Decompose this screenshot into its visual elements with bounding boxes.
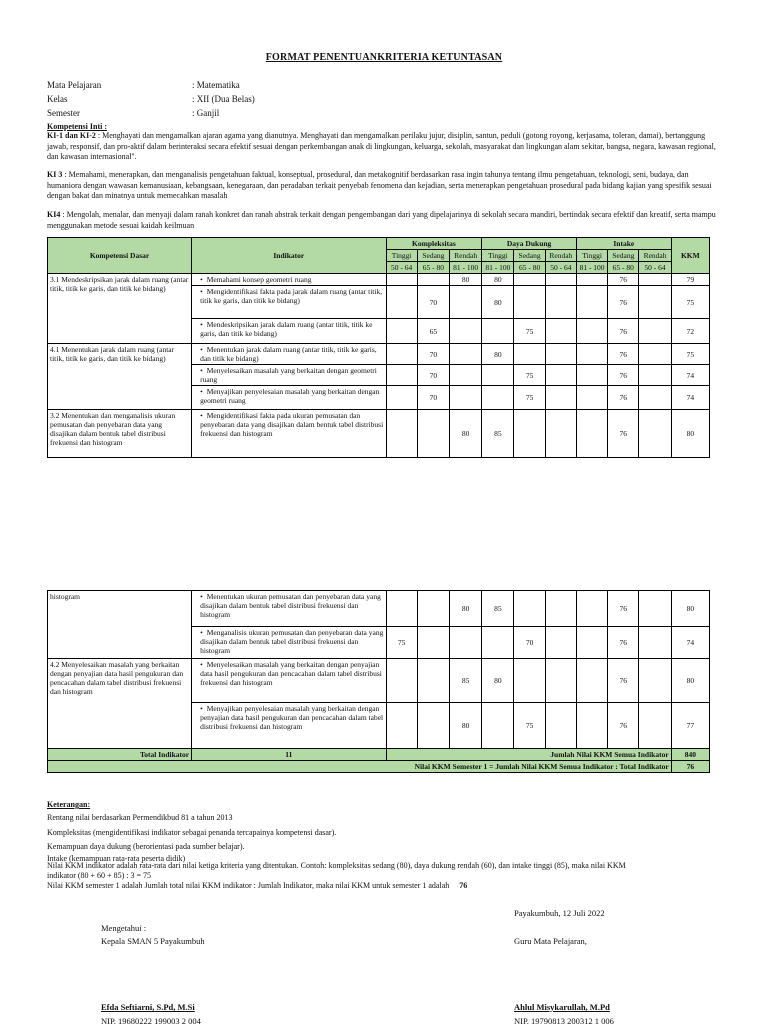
indikator-cell: • Menyelesaikan masalah yang berkaitan dengan penyajian data hasil pengukuran dan pencacahan dalam tabel distribusi frekuensi dan histogram xyxy=(192,659,386,703)
principal-role: Kepala SMAN 5 Payakumbuh xyxy=(101,936,205,946)
score-cell xyxy=(450,627,482,659)
keterangan-line xyxy=(47,881,467,890)
score-cell xyxy=(545,659,576,703)
kd-cell: 4.2 Menyelesaikan masalah yang berkaitan dengan penyajian data hasil pengukuran dan pencacahan dalam tabel distribusi frekuensi dan histogram xyxy=(48,659,192,749)
principal-name: Efda Seftiarni, S.Pd, M.Si xyxy=(101,1002,195,1012)
score-cell xyxy=(545,386,576,410)
document-title: FORMAT PENENTUANKRITERIA KETUNTASAN xyxy=(265,52,503,63)
score-cell: 76 xyxy=(608,659,639,703)
keterangan-line: Kompleksitas (mengidentifikasi indikator sebagai penanda tercapainya kompetensi dasar). xyxy=(47,828,337,837)
kkm-cell: 72 xyxy=(671,319,709,344)
ki-heading: Kompetensi Inti : xyxy=(47,122,107,131)
score-cell xyxy=(386,319,417,344)
score-cell: 76 xyxy=(608,410,639,458)
indikator-cell: • Mendeskripsikan jarak dalam ruang (antar titik, titik ke garis, dan titik ke bidang) xyxy=(192,319,386,344)
kkm-table-top xyxy=(47,237,710,458)
indikator-cell: • Menentukan jarak dalam ruang (antar titik, titik ke garis, dan titik ke bidang) xyxy=(192,344,386,365)
score-cell: 76 xyxy=(608,365,639,386)
principal-nip: NIP. 19680222 199003 2 004 xyxy=(101,1016,201,1026)
ki-3-label: KI 3 xyxy=(47,170,63,179)
score-cell: 85 xyxy=(450,659,482,703)
score-cell xyxy=(576,319,607,344)
score-cell: 85 xyxy=(482,591,514,627)
keterangan-final-value: 76 xyxy=(459,881,468,890)
score-cell xyxy=(545,410,576,458)
score-cell xyxy=(450,286,482,319)
keterangan-heading: Keterangan: xyxy=(47,800,91,809)
indikator-cell: • Menyajikan penyelesaian masalah yang berkaitan dengan penyajian data hasil pengukuran dan pencacahan dalam tabel distribusi frekuensi dan histogram xyxy=(192,703,386,749)
score-cell xyxy=(545,286,576,319)
score-cell xyxy=(639,627,671,659)
teacher-nip: NIP. 19790813 200312 1 006 xyxy=(514,1016,614,1026)
score-cell: 80 xyxy=(450,410,482,458)
nilai-kkm-semester-label: Nilai KKM Semester 1 = Jumlah Nilai KKM Semua Indikator : Total Indikator xyxy=(48,761,672,773)
score-cell xyxy=(639,591,671,627)
score-cell xyxy=(450,386,482,410)
score-cell xyxy=(545,591,576,627)
score-cell: 80 xyxy=(482,659,514,703)
kd-cell: 4.1 Menentukan jarak dalam ruang (antar titik, titik ke garis, dan titik ke bidang) xyxy=(48,344,192,410)
score-cell xyxy=(450,344,482,365)
subheader-range: 65 - 80 xyxy=(608,262,639,274)
kkm-cell: 79 xyxy=(671,274,709,286)
subheader-range: 81 - 100 xyxy=(482,262,514,274)
ki-4-label: KI4 xyxy=(47,210,61,219)
score-cell xyxy=(386,286,417,319)
score-cell xyxy=(514,410,545,458)
kd-cell: 3.2 Menentukan dan menganalisis ukuran pemusatan dan penyebaran data yang disajikan dalam bentuk tabel distribusi frekuensi dan histogram xyxy=(48,410,192,458)
kkm-cell: 75 xyxy=(671,286,709,319)
score-cell xyxy=(482,627,514,659)
score-cell xyxy=(639,319,671,344)
header-indikator: Indikator xyxy=(192,238,386,274)
meta-label-subject: Mata Pelajaran xyxy=(47,80,102,90)
meta-value-semester: : Ganjil xyxy=(192,108,220,118)
keterangan-line: Intake (kemampuan rata-rata peserta didik) xyxy=(47,854,186,863)
subheader-range: 81 - 100 xyxy=(450,262,482,274)
ki-4-text: : Mengolah, menalar, dan menyaji dalam ranah konkret dan ranah abstrak terkait dengan pengembangan dari yang dipelajarinya di sekolah secara mandiri, bertindak secara efektif dan kreatif, serta mampu menggunakan metode sesuai kaidah keilmuan xyxy=(47,210,716,230)
score-cell xyxy=(639,410,671,458)
indikator-cell: • Menyelesaikan masalah yang berkaitan dengan geometri ruang xyxy=(192,365,386,386)
keterangan-line: indikator (80 + 60 + 85) : 3 = 75 xyxy=(47,871,151,880)
kkm-cell: 75 xyxy=(671,344,709,365)
subheader-level: Rendah xyxy=(545,250,576,262)
mengetahui-label: Mengetahui : xyxy=(101,923,147,933)
score-cell xyxy=(639,274,671,286)
subheader-range: 50 - 64 xyxy=(386,262,417,274)
subheader-level: Tinggi xyxy=(576,250,607,262)
score-cell xyxy=(417,659,449,703)
score-cell xyxy=(417,591,449,627)
score-cell xyxy=(482,319,514,344)
score-cell: 76 xyxy=(608,386,639,410)
table-row xyxy=(48,344,710,365)
score-cell: 70 xyxy=(417,344,449,365)
score-cell xyxy=(386,703,417,749)
score-cell xyxy=(386,591,417,627)
score-cell xyxy=(545,703,576,749)
score-cell xyxy=(514,286,545,319)
score-cell: 76 xyxy=(608,627,639,659)
subheader-range: 50 - 64 xyxy=(545,262,576,274)
score-cell: 65 xyxy=(417,319,449,344)
teacher-role: Guru Mata Pelajaran, xyxy=(514,936,587,946)
ki-1-2-label: KI-1 dan KI-2 xyxy=(47,131,96,140)
indikator-cell: • Mengidentifikasi fakta pada ukuran pemusatan dan penyebaran data yang disajikan dalam bentuk tabel distribusi frekuensi dan histogram xyxy=(192,410,386,458)
ki-1-2-text: : Menghayati dan mengamalkan ajaran agama yang dianutnya. Menghayati dan mengamalkan perilaku jujur, disiplin, santun, peduli (gotong royong, kerjasama, toleran, damai), bertanggung jawab, responsif, dan pro-aktif dalam berinteraksi secara efektif sesuai dengan perkembangan anak di lingkungan, keluarga, sekolah, masyarakat dan lingkungan alam sekitar, bangsa, negara, kawasan regional, dan kawasan internasional". xyxy=(47,131,716,161)
score-cell xyxy=(450,319,482,344)
score-cell: 70 xyxy=(417,386,449,410)
score-cell xyxy=(639,286,671,319)
score-cell xyxy=(639,703,671,749)
score-cell: 75 xyxy=(386,627,417,659)
score-cell xyxy=(576,286,607,319)
score-cell xyxy=(514,274,545,286)
score-cell xyxy=(386,344,417,365)
kkm-cell: 80 xyxy=(671,591,709,627)
score-cell: 76 xyxy=(608,319,639,344)
score-cell xyxy=(417,274,449,286)
jumlah-kkm-value: 840 xyxy=(671,749,709,761)
kd-cell: histogram xyxy=(48,591,192,659)
keterangan-final-text: Nilai KKM semester 1 adalah Jumlah total nilai KKM indikator : Jumlah Indikator, maka nilai KKM untuk semester 1 adalah xyxy=(47,881,450,890)
score-cell: 80 xyxy=(482,344,514,365)
score-cell: 76 xyxy=(608,344,639,365)
subheader-level: Sedang xyxy=(514,250,545,262)
score-cell xyxy=(482,365,514,386)
nilai-kkm-semester-value: 76 xyxy=(671,761,709,773)
score-cell: 70 xyxy=(514,627,545,659)
score-cell xyxy=(417,410,449,458)
kkm-cell: 77 xyxy=(671,703,709,749)
ki-4 xyxy=(47,210,717,231)
keterangan-line: Nilai KKM indikator adalah rata-rata dari nilai ketiga kriteria yang ditentukan. Contoh: kompleksitas sedang (80), daya dukung rendah (60), dan intake tinggi (85), maka nilai KKM xyxy=(47,861,626,870)
score-cell: 80 xyxy=(450,703,482,749)
score-cell xyxy=(386,365,417,386)
score-cell xyxy=(576,410,607,458)
score-cell xyxy=(639,659,671,703)
score-cell: 70 xyxy=(417,286,449,319)
score-cell: 75 xyxy=(514,386,545,410)
indikator-cell: • Memahami konsep geometri ruang xyxy=(192,274,386,286)
kkm-cell: 80 xyxy=(671,659,709,703)
kkm-cell: 74 xyxy=(671,627,709,659)
kd-cell: 3.1 Mendeskripsikan jarak dalam ruang (antar titik, titik ke garis, dan titik ke bidang) xyxy=(48,274,192,344)
score-cell xyxy=(482,703,514,749)
kkm-cell: 74 xyxy=(671,386,709,410)
table-row xyxy=(48,274,710,286)
subheader-range: 81 - 100 xyxy=(576,262,607,274)
subheader-level: Rendah xyxy=(450,250,482,262)
score-cell xyxy=(576,386,607,410)
subheader-level: Tinggi xyxy=(482,250,514,262)
score-cell xyxy=(514,659,545,703)
header-kd: Kompetensi Dasar xyxy=(48,238,192,274)
score-cell xyxy=(576,627,607,659)
score-cell xyxy=(639,365,671,386)
score-cell: 76 xyxy=(608,274,639,286)
subheader-level: Sedang xyxy=(417,250,449,262)
teacher-name: Ahlul Misykarullah, M.Pd xyxy=(514,1002,610,1012)
meta-label-class: Kelas xyxy=(47,94,68,104)
subheader-range: 65 - 80 xyxy=(514,262,545,274)
jumlah-kkm-label: Jumlah Nilai KKM Semua Indikator xyxy=(386,749,671,761)
meta-value-class: : XII (Dua Belas) xyxy=(192,94,255,104)
score-cell xyxy=(576,274,607,286)
score-cell xyxy=(639,386,671,410)
indikator-cell: • Mengidentifikasi fakta pada jarak dalam ruang (antar titik, titik ke garis, dan titik ke bidang) xyxy=(192,286,386,319)
kkm-table-bottom xyxy=(47,590,710,773)
score-cell xyxy=(545,344,576,365)
score-cell: 76 xyxy=(608,591,639,627)
score-cell: 75 xyxy=(514,319,545,344)
score-cell: 80 xyxy=(482,274,514,286)
score-cell: 76 xyxy=(608,286,639,319)
score-cell: 85 xyxy=(482,410,514,458)
meta-label-semester: Semester xyxy=(47,108,80,118)
score-cell xyxy=(545,274,576,286)
score-cell: 76 xyxy=(608,703,639,749)
score-cell xyxy=(417,703,449,749)
keterangan-line: Rentang nilai berdasarkan Permendikbud 81 a tahun 2013 xyxy=(47,813,233,822)
score-cell xyxy=(514,591,545,627)
score-cell xyxy=(545,627,576,659)
ki-3-text: : Memahami, menerapkan, dan menganalisis pengetahuan faktual, konseptual, prosedural, dan metakognitif berdasarkan rasa ingin tahunya tentang ilmu pengetahuan, teknologi, seni, budaya, dan humaniora dengan wawasan kemanusiaan, kebangsaan, kenegaraan, dan peradaban terkait penyebab fenomena dan kejadian, serta menerapkan pengetahuan prosedural pada bidang kajian yang spesifik sesuai dengan bakat dan minatnya untuk memecahkan masalah xyxy=(47,170,712,200)
table-row xyxy=(48,591,710,627)
ki-3 xyxy=(47,170,717,202)
score-cell xyxy=(576,703,607,749)
score-cell xyxy=(386,386,417,410)
subheader-range: 50 - 64 xyxy=(639,262,671,274)
score-cell xyxy=(417,627,449,659)
score-cell xyxy=(545,365,576,386)
score-cell xyxy=(545,319,576,344)
score-cell xyxy=(639,344,671,365)
keterangan-line: Kemampuan daya dukung (berorientasi pada sumber belajar). xyxy=(47,842,245,851)
kkm-cell: 80 xyxy=(671,410,709,458)
header-intake: Intake xyxy=(576,238,671,250)
page-gap xyxy=(0,468,768,590)
score-cell xyxy=(576,365,607,386)
total-indikator-value: 11 xyxy=(192,749,386,761)
score-cell: 75 xyxy=(514,703,545,749)
score-cell: 80 xyxy=(482,286,514,319)
score-cell: 80 xyxy=(450,274,482,286)
total-indikator-label: Total Indikator xyxy=(48,749,192,761)
score-cell: 75 xyxy=(514,365,545,386)
score-cell xyxy=(386,274,417,286)
score-cell xyxy=(482,386,514,410)
score-cell xyxy=(514,344,545,365)
subheader-level: Rendah xyxy=(639,250,671,262)
header-kompleksitas: Kompleksitas xyxy=(386,238,482,250)
subheader-level: Tinggi xyxy=(386,250,417,262)
score-cell xyxy=(386,659,417,703)
score-cell xyxy=(386,410,417,458)
meta-value-subject: : Matematika xyxy=(192,80,240,90)
score-cell xyxy=(450,365,482,386)
score-cell xyxy=(576,659,607,703)
score-cell: 80 xyxy=(450,591,482,627)
indikator-cell: • Menyajikan penyelesaian masalah yang berkaitan dengan geometri ruang xyxy=(192,386,386,410)
ki-1-2 xyxy=(47,131,717,163)
score-cell: 70 xyxy=(417,365,449,386)
place-date: Payakumbuh, 12 Juli 2022 xyxy=(514,908,605,918)
indikator-cell: • Menentukan ukuran pemusatan dan penyebaran data yang disajikan dalam bentuk tabel distribusi frekuensi dan histogram xyxy=(192,591,386,627)
subheader-range: 65 - 80 xyxy=(417,262,449,274)
score-cell xyxy=(576,344,607,365)
header-kkm: KKM xyxy=(671,238,709,274)
table-row xyxy=(48,410,710,458)
indikator-cell: • Menganalisis ukuran pemusatan dan penyebaran data yang disajikan dalam bentuk tabel distribusi frekuensi dan histogram xyxy=(192,627,386,659)
kkm-cell: 74 xyxy=(671,365,709,386)
table-row xyxy=(48,659,710,703)
subheader-level: Sedang xyxy=(608,250,639,262)
header-daya-dukung: Daya Dukung xyxy=(482,238,577,250)
score-cell xyxy=(576,591,607,627)
